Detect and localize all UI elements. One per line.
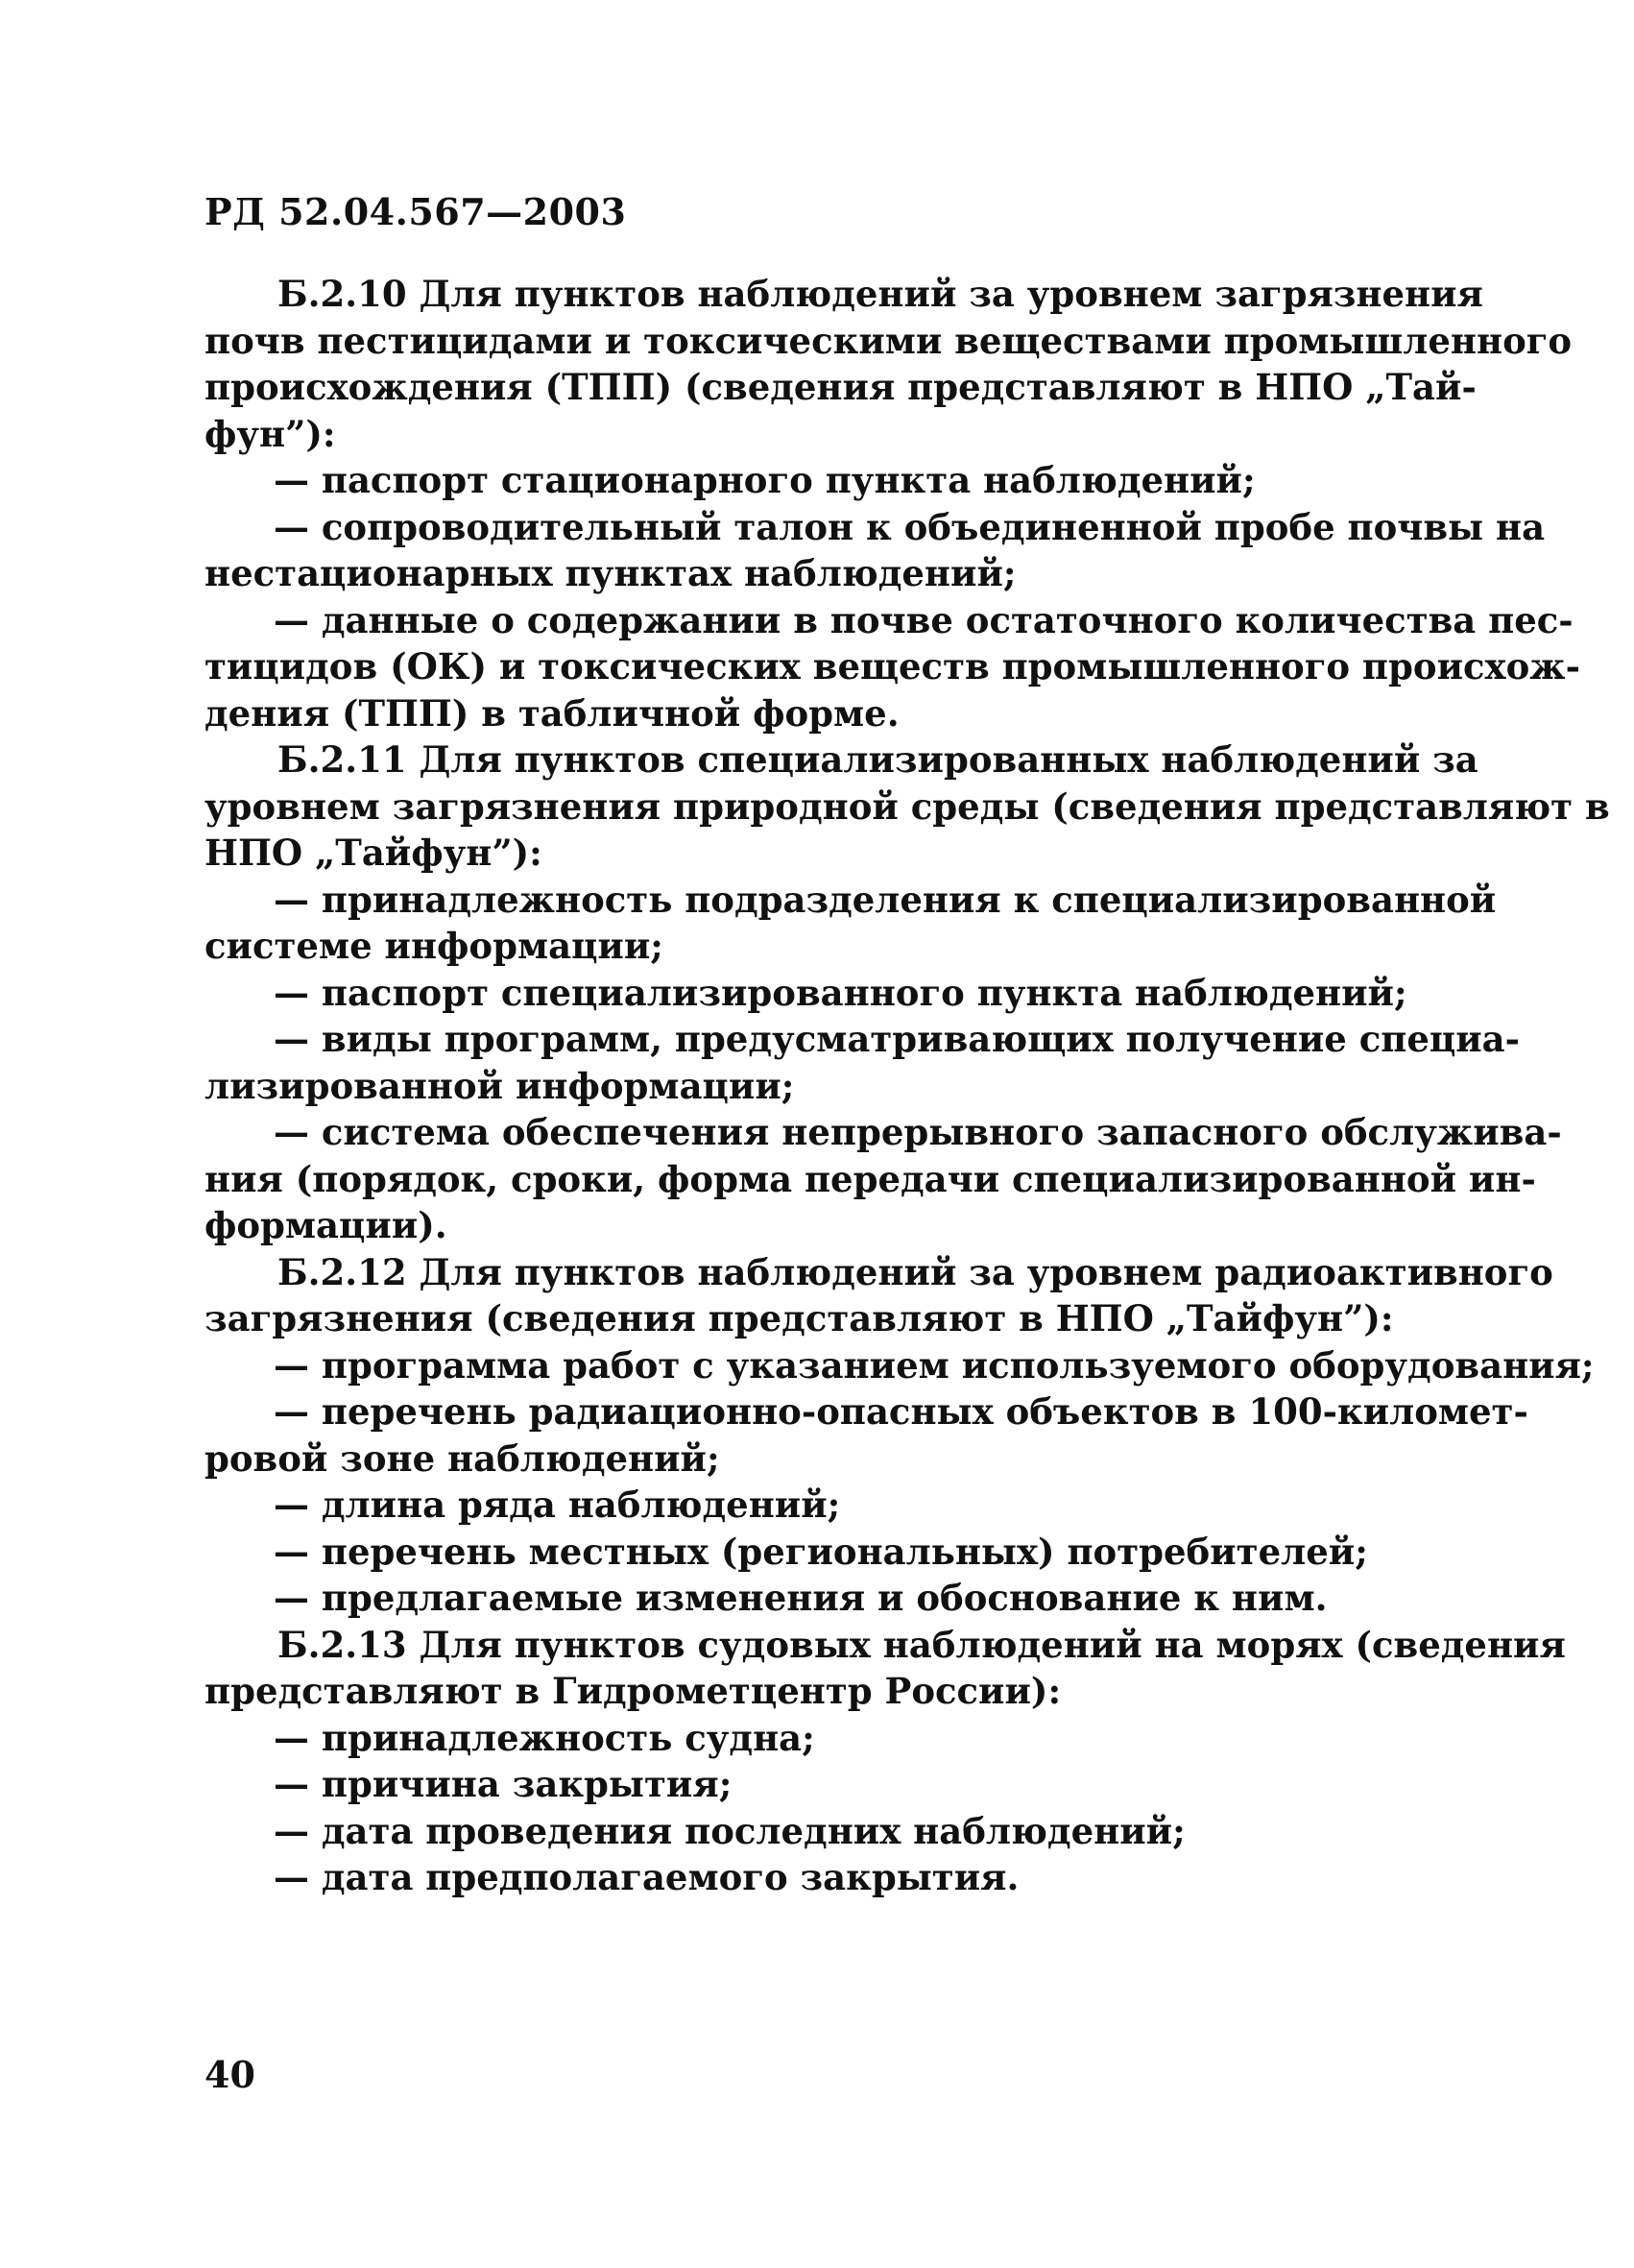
list-item-line: — принадлежность судна; xyxy=(274,1716,815,1759)
paragraph-b-2-10-line: Б.2.10 Для пунктов наблюдений за уровнем загрязнения xyxy=(277,273,1483,315)
text-line: дения (ТПП) в табличной форме. xyxy=(204,691,900,735)
text-line: фун”): xyxy=(204,412,336,455)
text-line: лизированной информации; xyxy=(204,1064,795,1107)
list-item-line: — система обеспечения непрерывного запасного обслужива- xyxy=(274,1111,1562,1153)
document-code-header: РД 52.04.567—2003 xyxy=(204,190,627,233)
text-line: нестационарных пунктах наблюдений; xyxy=(204,552,1017,594)
text-line: формации). xyxy=(204,1204,447,1246)
list-item-line: — дата проведения последних наблюдений; xyxy=(274,1809,1186,1852)
text-line: происхождения (ТПП) (сведения представляют в НПО „Тай- xyxy=(204,366,1477,408)
list-item-line: — причина закрытия; xyxy=(274,1763,733,1805)
text-line: НПО „Тайфун”): xyxy=(204,832,542,874)
text-line: ровой зоне наблюдений; xyxy=(204,1436,720,1480)
list-item-line: — виды программ, предусматривающих получение специа- xyxy=(274,1018,1520,1060)
list-item-line: — перечень радиационно-опасных объектов в 100-километ- xyxy=(274,1390,1528,1433)
document-body xyxy=(204,271,1610,1901)
text-line: системе информации; xyxy=(204,925,663,967)
list-item-line: — данные о содержании в почве остаточного количества пес- xyxy=(274,598,1574,641)
list-item-line: — дата предполагаемого закрытия. xyxy=(274,1856,1020,1898)
text-line: ния (порядок, сроки, форма передачи специализированной ин- xyxy=(204,1157,1536,1200)
list-item-line: — перечень местных (региональных) потребителей; xyxy=(274,1530,1368,1573)
list-item-line: — сопроводительный талон к объединенной пробе почвы на xyxy=(274,505,1546,548)
list-item-line: — программа работ с указанием используемого оборудования; xyxy=(274,1343,1595,1387)
list-item-line: — паспорт специализированного пункта наблюдений; xyxy=(274,971,1407,1014)
list-item-line: — принадлежность подразделения к специализированной xyxy=(274,878,1497,921)
text-line: загрязнения (сведения представляют в НПО „Тайфун”): xyxy=(204,1297,1394,1339)
text-line: тицидов (ОК) и токсических веществ промышленного происхож- xyxy=(204,645,1580,688)
page-number: 40 xyxy=(204,2053,255,2096)
paragraph-b-2-11-line: Б.2.11 Для пунктов специализированных наблюдений за xyxy=(277,738,1478,781)
text-line: почв пестицидами и токсическими веществами промышленного xyxy=(204,319,1573,362)
list-item-line: — предлагаемые изменения и обоснование к ним. xyxy=(274,1577,1328,1619)
list-item-line: — длина ряда наблюдений; xyxy=(274,1484,841,1526)
paragraph-b-2-12-line: Б.2.12 Для пунктов наблюдений за уровнем радиоактивного xyxy=(277,1250,1553,1293)
list-item-line: — паспорт стационарного пункта наблюдений; xyxy=(274,459,1256,501)
text-line: уровнем загрязнения природной среды (сведения представляют в xyxy=(204,784,1610,828)
text-line: представляют в Гидрометцентр России): xyxy=(204,1670,1062,1712)
paragraph-b-2-13-line: Б.2.13 Для пунктов судовых наблюдений на морях (сведения xyxy=(277,1623,1566,1666)
